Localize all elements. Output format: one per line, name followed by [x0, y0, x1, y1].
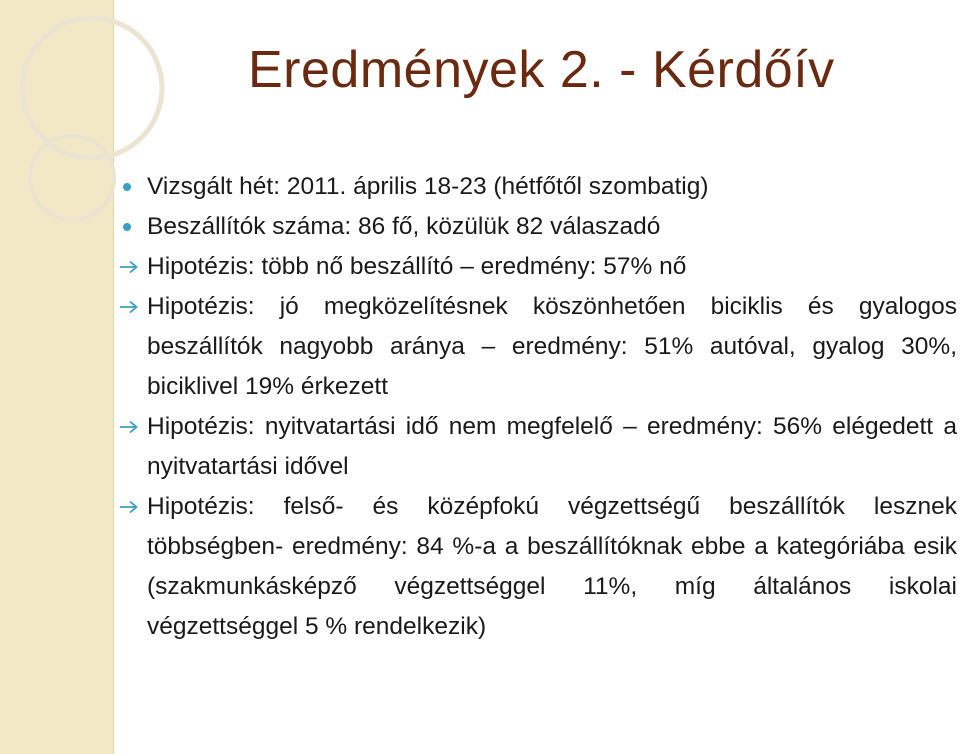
list-item: [115, 207, 957, 247]
side-decoration-strip: [0, 0, 114, 754]
list-item-text: Hipotézis: jó megközelítésnek köszönhetően biciklis és gyalogos beszállítók nagyobb aránya – eredmény: 51% autóval, gyalog 30%, biciklivel 19% érkezett: [147, 293, 957, 400]
slide-title: Eredmények 2. - Kérdőív: [248, 41, 835, 99]
list-item-text: Hipotézis: nyitvatartási idő nem megfelelő – eredmény: 56% elégedett a nyitvatartási idővel: [147, 413, 957, 480]
list-item: [115, 247, 957, 287]
list-item-text: Beszállítók száma: 86 fő, közülük 82 válaszadó: [147, 213, 661, 240]
list-item: [115, 407, 957, 487]
arrow-right-icon: [119, 420, 139, 434]
circle-bullet-icon: [123, 223, 131, 231]
list-item: [115, 287, 957, 407]
circle-bullet-icon: [123, 183, 131, 191]
arrow-right-icon: [119, 300, 139, 314]
bullet-list: [115, 167, 957, 647]
arrow-right-icon: [119, 500, 139, 514]
list-item-text: Hipotézis: több nő beszállító – eredmény: 57% nő: [147, 253, 687, 280]
list-item-text: Vizsgált hét: 2011. április 18-23 (hétfőtől szombatig): [147, 173, 709, 200]
list-item-text: Hipotézis: felső- és középfokú végzettségű beszállítók lesznek többségben- eredmény: 84 %-a a beszállítóknak ebbe a kategóriába esik (szakmunkásképző végzettséggel 11%, míg általános iskolai végzettséggel 5 % rendelkezik): [147, 493, 957, 640]
list-item: [115, 167, 957, 207]
arrow-right-icon: [119, 260, 139, 274]
list-item: [115, 487, 957, 647]
